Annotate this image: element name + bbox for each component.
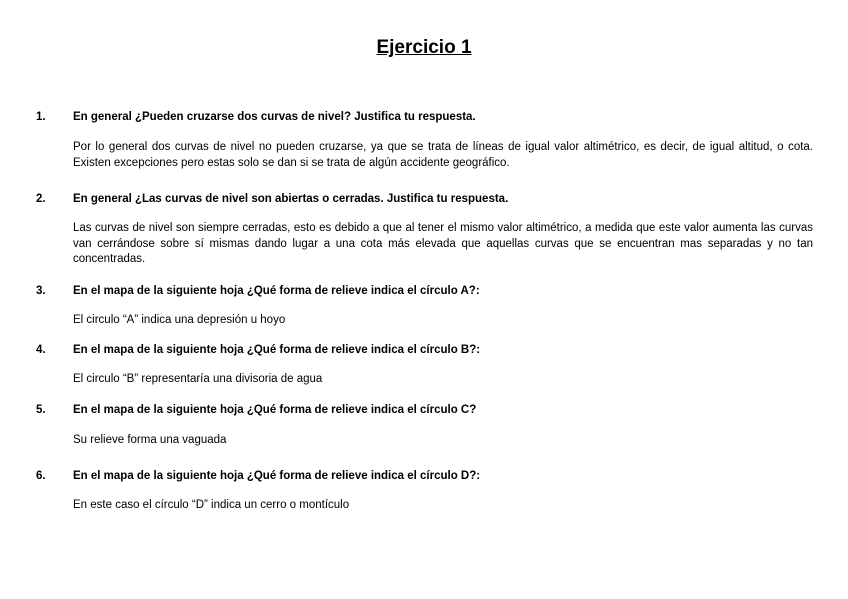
question-text: En el mapa de la siguiente hoja ¿Qué forma de relieve indica el círculo D?: <box>73 470 481 482</box>
question-text: En el mapa de la siguiente hoja ¿Qué forma de relieve indica el círculo A?: <box>73 285 480 297</box>
question-number: 3. <box>36 285 46 297</box>
question-number: 2. <box>36 193 46 205</box>
question-text: En general ¿Las curvas de nivel son abiertas o cerradas. Justifica tu respuesta. <box>73 193 509 205</box>
answer-text: Las curvas de nivel son siempre cerradas, esto es debido a que al tener el mismo valor altimétrico, a medida que este valor aumenta las curvas van cerrándose sobre sí mismas dando lugar a una cota más elevada que aquellas curvas que se encuentran mas separadas y no tan concentradas. <box>73 222 813 265</box>
question-number: 6. <box>36 470 46 482</box>
page-title: Ejercicio 1 <box>376 37 472 58</box>
answer-text: El circulo “A” indica una depresión u hoyo <box>73 314 286 326</box>
question-text: En el mapa de la siguiente hoja ¿Qué forma de relieve indica el círculo C? <box>73 404 477 416</box>
answer-text: En este caso el círculo “D” indica un cerro o montículo <box>73 499 350 511</box>
answer-text: Por lo general dos curvas de nivel no pueden cruzarse, ya que se trata de líneas de igual valor altimétrico, es decir, de igual altitud, o cota. Existen excepciones pero estas solo se dan si se trata de algún accidente geográfico. <box>73 141 813 169</box>
answer-text: Su relieve forma una vaguada <box>73 434 227 446</box>
answer-text: El circulo “B” representaría una divisoria de agua <box>73 373 323 385</box>
question-number: 5. <box>36 404 46 416</box>
question-text: En el mapa de la siguiente hoja ¿Qué forma de relieve indica el círculo B?: <box>73 344 481 356</box>
question-number: 4. <box>36 344 46 356</box>
question-text: En general ¿Pueden cruzarse dos curvas de nivel? Justifica tu respuesta. <box>73 111 476 123</box>
question-number: 1. <box>36 111 46 123</box>
